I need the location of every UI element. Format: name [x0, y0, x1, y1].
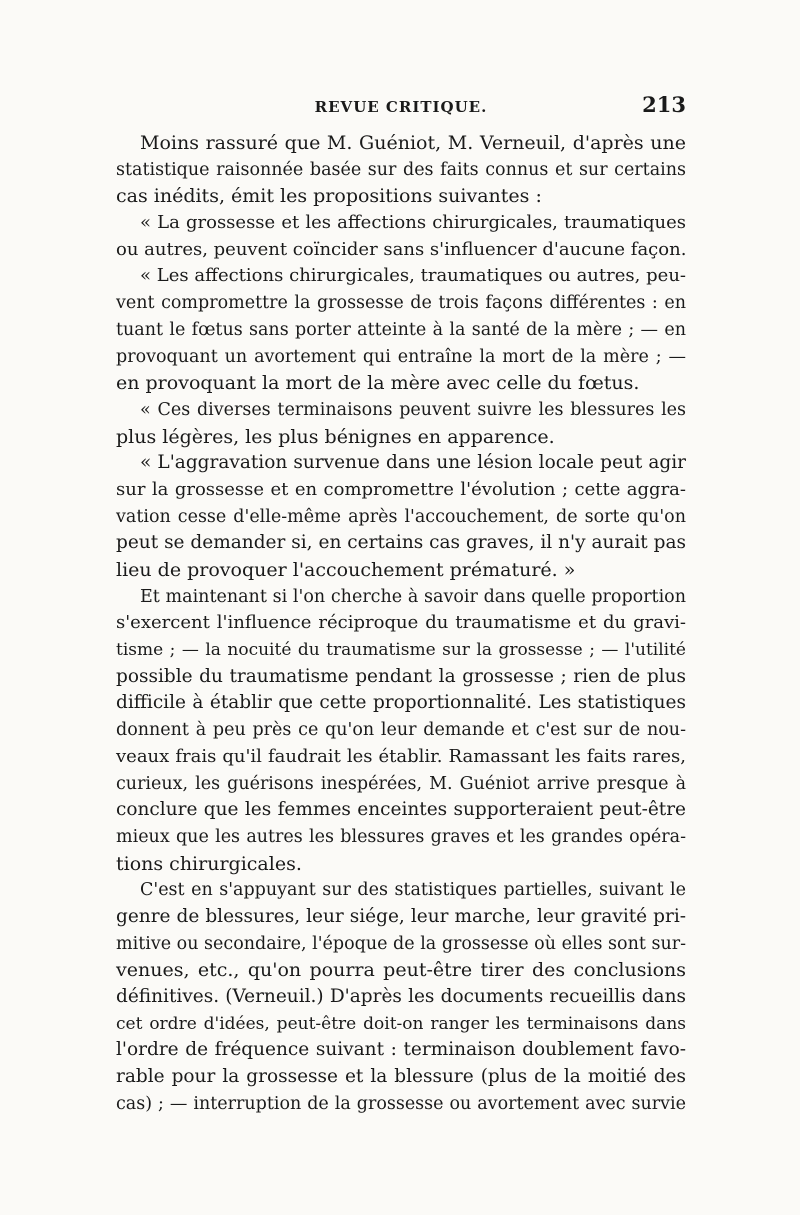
text-line: tisme ; — la nocuité du traumatisme sur la grossesse ; — l'utilité — [116, 640, 686, 661]
text-line: sur la grossesse et en compromettre l'évolution ; cette aggra- — [116, 478, 686, 500]
text-line: « Les affections chirurgicales, traumatiques ou autres, peu- — [140, 265, 686, 287]
text-line: « La grossesse et les affections chirurgicales, traumatiques — [140, 212, 686, 234]
text-line: tuant le fœtus sans porter atteinte à la santé de la mère ; — en — [116, 319, 686, 340]
text-line: définitives. (Verneuil.) D'après les documents recueillis dans — [116, 986, 686, 1007]
text-line: Moins rassuré que M. Guéniot, M. Verneuil, d'après une — [140, 132, 686, 154]
text-line: difficile à établir que cette proportionnalité. Les statistiques — [116, 692, 686, 714]
text-line: « L'aggravation survenue dans une lésion locale peut agir — [140, 452, 686, 474]
text-line: genre de blessures, leur siége, leur marche, leur gravité pri- — [116, 905, 686, 927]
text-line: s'exercent l'influence réciproque du traumatisme et du gravi- — [116, 612, 686, 634]
text-line: conclure que les femmes enceintes supporteraient peut-être — [116, 799, 686, 821]
body-text — [116, 130, 686, 1117]
text-line: cas inédits, émit les propositions suivantes : — [116, 185, 542, 208]
text-line: venues, etc., qu'on pourra peut-être tirer des conclusions — [116, 959, 686, 982]
text-line: ou autres, peuvent coïncider sans s'influencer d'aucune façon. — [116, 238, 687, 260]
text-line: mieux que les autres les blessures graves et les grandes opéra- — [116, 826, 686, 847]
text-line: mitive ou secondaire, l'époque de la grossesse où elles sont sur- — [116, 933, 686, 954]
running-title: REVUE CRITIQUE. — [314, 98, 488, 116]
text-line: plus légères, les plus bénignes en apparence. — [116, 425, 555, 448]
text-line: vent compromettre la grossesse de trois façons différentes : en — [116, 293, 686, 314]
text-line: donnent à peu près ce qu'on leur demande et c'est sur de nou- — [116, 720, 686, 741]
text-line: cet ordre d'idées, peut-être doit-on ranger les terminaisons dans — [116, 1013, 686, 1034]
page-number: 213 — [642, 92, 686, 117]
text-line: provoquant un avortement qui entraîne la mort de la mère ; — — [116, 346, 686, 367]
text-line: en provoquant la mort de la mère avec celle du fœtus. — [116, 372, 640, 395]
text-line: curieux, les guérisons inespérées, M. Guéniot arrive presque à — [116, 773, 686, 794]
text-line: statistique raisonnée basée sur des faits connus et sur certains — [116, 159, 686, 180]
text-line: C'est en s'appuyant sur des statistiques partielles, suivant le — [140, 880, 686, 901]
text-line: « Ces diverses terminaisons peuvent suivre les blessures les — [140, 399, 686, 420]
text-line: tions chirurgicales. — [116, 852, 302, 875]
page-header — [116, 92, 686, 122]
text-line: lieu de provoquer l'accouchement prématuré. » — [116, 559, 576, 581]
text-line: vation cesse d'elle-même après l'accouchement, de sorte qu'on — [116, 506, 686, 527]
text-line: veaux frais qu'il faudrait les établir. Ramassant les faits rares, — [116, 745, 686, 767]
text-line: l'ordre de fréquence suivant : terminaison doublement favo- — [116, 1039, 686, 1061]
text-line: peut se demander si, en certains cas graves, il n'y aurait pas — [116, 532, 686, 554]
text-line: possible du traumatisme pendant la grossesse ; rien de plus — [116, 665, 686, 687]
text-line: cas) ; — interruption de la grossesse ou avortement avec survie — [116, 1093, 686, 1114]
text-line: Et maintenant si l'on cherche à savoir dans quelle proportion — [140, 586, 686, 607]
text-line: rable pour la grossesse et la blessure (plus de la moitié des — [116, 1066, 686, 1088]
